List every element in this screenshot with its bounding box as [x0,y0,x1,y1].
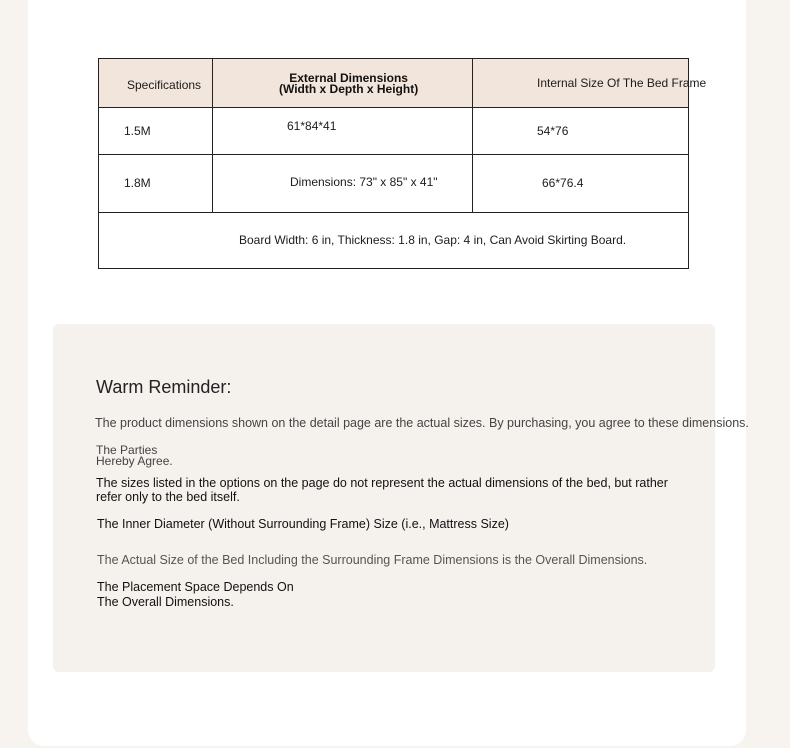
agreement-line1: The Parties [96,443,158,457]
table-row [99,108,689,155]
header-external-line1: External Dimensions [289,71,408,85]
cell-external: 61*84*41 [213,108,473,155]
header-external-line2: (Width x Depth x Height) [279,82,419,96]
cell-internal: 66*76.4 [473,155,689,213]
reminder-paragraph-dimensions: The product dimensions shown on the detail page are the actual sizes. By purchasing, you agree to these dimensions. [95,416,749,430]
header-specifications: Specifications [99,59,213,108]
table-footer-row [99,213,689,269]
dimensions-table [98,58,707,269]
placement-line2: The Overall Dimensions. [97,595,234,609]
reminder-paragraph-agreement [96,445,173,467]
reminder-paragraph-placement [97,580,294,610]
reminder-paragraph-options: The sizes listed in the options on the page do not represent the actual dimensions of the bed, but rather refer only to the bed itself. [96,476,668,504]
placement-line1: The Placement Space Depends On [97,580,294,594]
table-header-row [99,59,689,108]
warm-reminder-panel [53,324,749,672]
header-external-dimensions [213,59,473,108]
agreement-line2: Hereby Agree. [96,454,173,468]
reminder-paragraph-overall: The Actual Size of the Bed Including the Surrounding Frame Dimensions is the Overall Dimensions. [97,553,648,567]
header-internal-size: Internal Size Of The Bed Frame [473,59,689,108]
reminder-paragraph-inner-diameter: The Inner Diameter (Without Surrounding Frame) Size (i.e., Mattress Size) [97,517,509,531]
cell-spec: 1.8M [99,155,213,213]
cell-board-note: Board Width: 6 in, Thickness: 1.8 in, Gap: 4 in, Can Avoid Skirting Board. [99,213,689,269]
cell-internal: 54*76 [473,108,689,155]
reminder-title: Warm Reminder: [96,377,232,397]
cell-external: Dimensions: 73" x 85" x 41" [213,155,473,213]
cell-spec: 1.5M [99,108,213,155]
table-row [99,155,689,213]
